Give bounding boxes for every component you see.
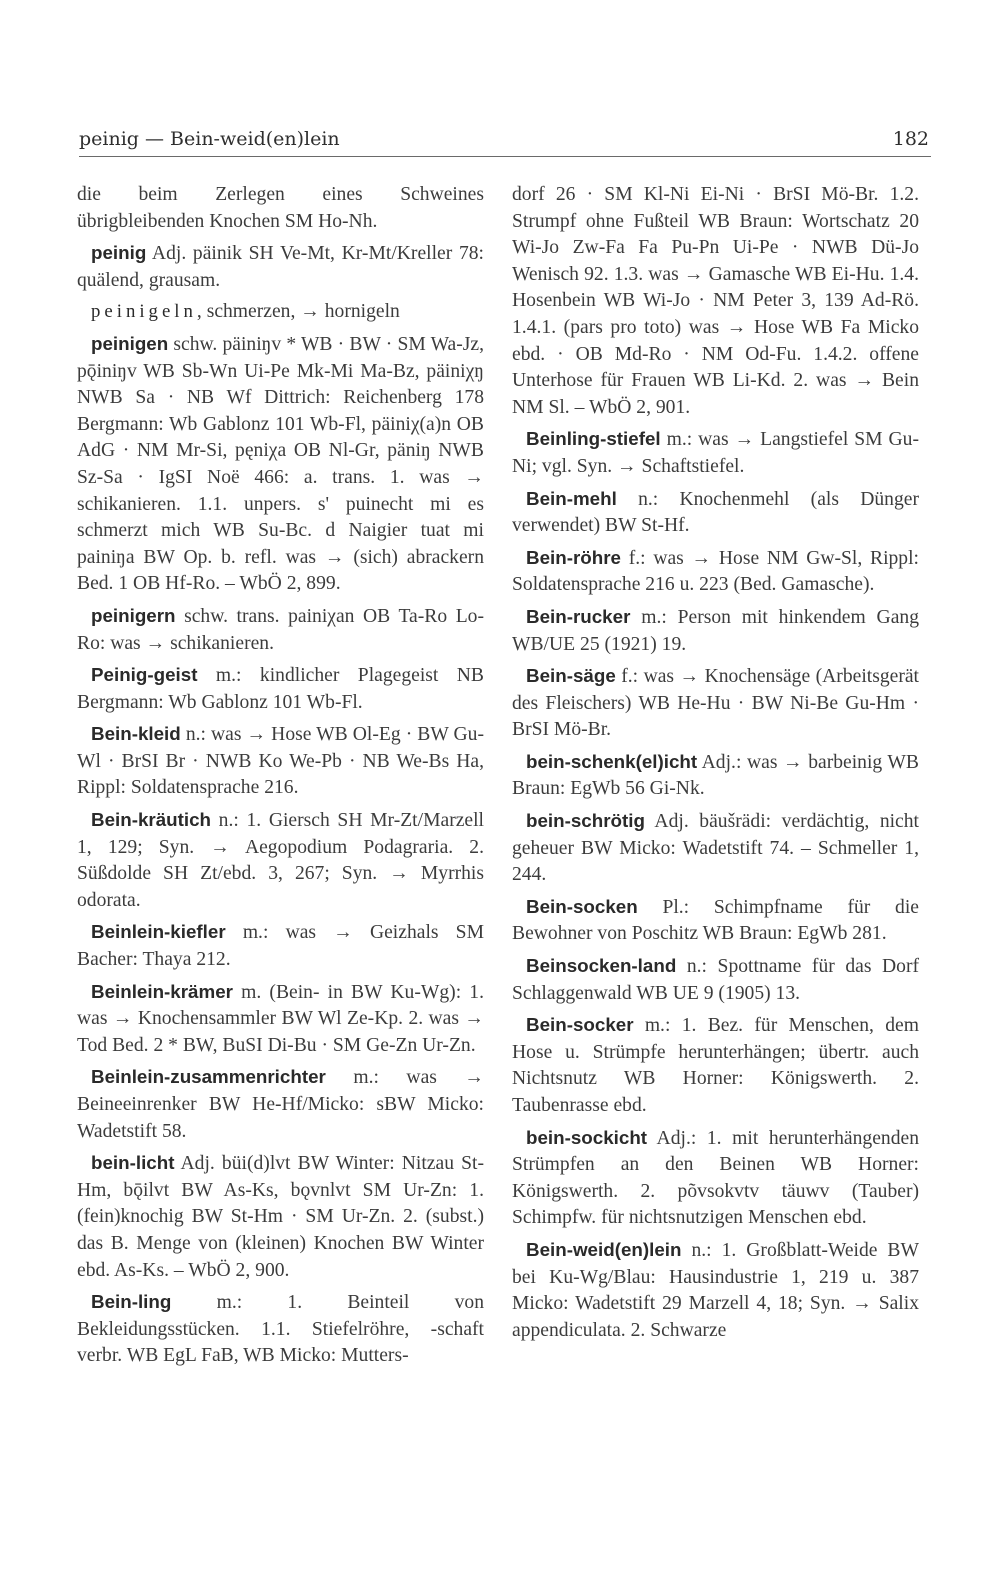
entry-headword: Peinig-geist [91, 664, 198, 686]
dictionary-entry: bein-licht Adj. büi(d)lvt BW Winter: Nitzau St-Hm, bǭilvt BW As-Ks, bǫvnlvt SM Ur-Zn: 1. (fein)knochig BW St-Hm · SM Ur-Zn. 2. (subst.) das B. Menge von (kleinen) Knochen BW Winter ebd. As-Ks. – WbÖ 2, 900. [77, 1152, 484, 1281]
entry-headword: bein-licht [91, 1152, 175, 1174]
entry-headword: Beinlein-kiefler [91, 921, 226, 943]
running-title: peinig — Bein-weid(en)lein [79, 128, 340, 150]
dictionary-entry: Bein-ling m.: 1. Beinteil von Bekleidungsstücken. 1.1. Stiefelröhre, -schaft verbr. WB EgL FaB, WB Micko: Mutters- [77, 1291, 484, 1367]
dictionary-entry: bein-schrötig Adj. bäušrädi: verdächtig, nicht geheuer BW Micko: Wadetstift 74. – Schmeller 1, 244. [512, 810, 919, 886]
dictionary-entry: peinigen schw. päiniŋv * WB · BW · SM Wa-Jz, pǭiniŋv WB Sb-Wn Ui-Pe Mk-Mi Ma-Bz, päiniχŋ NWB Sa · NB Wf Dittrich: Reichenberg 178 Bergmann: Wb Gablonz 101 Wb-Fl, päiniχ(a)n OB AdG · NM Mr-Si, pęniχa OB Nl-Gr, päniŋ NWB Sz-Sa · IgSI Noë 466: a. trans. 1. was → schikanieren. 1.1. unpers. s' puinecht mi es schmerzt mich WB Su-Bc. d Naigier tuat mi painiŋa BW Op. b. refl. was → (sich) abrackern Bed. 1 OB Hf-Ro. – WbÖ 2, 899. [77, 332, 484, 595]
entry-headword: peinig [91, 242, 147, 264]
dictionary-entry: Bein-kleid n.: was → Hose WB Ol-Eg · BW Gu-Wl · BrSI Br · NWB Ko We-Pb · NB We-Bs Ha, Rippl: Soldatensprache 216. [77, 723, 484, 799]
running-header [79, 126, 931, 157]
entry-headword: peinigeln [91, 301, 197, 323]
dictionary-entry: dorf 26 · SM Kl-Ni Ei-Ni · BrSI Mö-Br. 1.2. Strumpf ohne Fußteil WB Braun: Wortschatz 20 Wi-Jo Zw-Fa Fa Pu-Pn Ui-Pe · NWB Dü-Jo Wenisch 92. 1.3. was → Gamasche WB Ei-Hu. 1.4. Hosenbein WB Wi-Jo · NM Peter 3, 139 Ad-Rö. 1.4.1. (pars pro toto) was → Hose WB Fa Micko ebd. · OB Md-Ro · NM Od-Fu. 1.4.2. offene Unterhose für Frauen WB Li-Kd. 2. was → Bein NM Sl. – WbÖ 2, 901. [512, 184, 919, 418]
dictionary-entry: Beinlein-krämer m. (Bein- in BW Ku-Wg): 1. was → Knochensammler BW Wl Ze-Kp. 2. was → Tod Bed. 2 * BW, BuSI Di-Bu · SM Ge-Zn Ur-Zn. [77, 980, 484, 1056]
entry-headword: Beinlein-krämer [91, 980, 233, 1002]
dictionary-entry: die beim Zerlegen eines Schweines übrigbleibenden Knochen SM Ho-Nh. [77, 184, 484, 232]
entry-headword: Bein-kleid [91, 723, 181, 745]
dictionary-entry: peinig Adj. päinik SH Ve-Mt, Kr-Mt/Kreller 78: quälend, grausam. [77, 242, 484, 291]
dictionary-entry: Bein-säge f.: was → Knochensäge (Arbeitsgerät des Fleischers) WB He-Hu · BW Ni-Be Gu-Hm · BrSI Mö-Br. [512, 665, 919, 741]
dictionary-entry: Bein-rucker m.: Person mit hinkendem Gang WB/UE 25 (1921) 19. [512, 605, 919, 655]
dictionary-entry: peinigern schw. trans. painiχan OB Ta-Ro Lo-Ro: was → schikanieren. [77, 604, 484, 654]
dictionary-entry: Peinig-geist m.: kindlicher Plagegeist NB Bergmann: Wb Gablonz 101 Wb-Fl. [77, 664, 484, 713]
entry-headword: Bein-socken [526, 895, 638, 917]
dictionary-entry: Beinling-stiefel m.: was → Langstiefel SM Gu-Ni; vgl. Syn. → Schaftstiefel. [512, 428, 919, 477]
dictionary-entry: Bein-mehl n.: Knochenmehl (als Dünger verwendet) BW St-Hf. [512, 487, 919, 537]
dictionary-entry: Beinsocken-land n.: Spottname für das Dorf Schlaggenwald WB UE 9 (1905) 13. [512, 955, 919, 1004]
entry-headword: Beinling-stiefel [526, 428, 661, 450]
entry-headword: Bein-rucker [526, 605, 631, 627]
entry-headword: bein-schrötig [526, 810, 645, 832]
entry-headword: Bein-kräutich [91, 809, 212, 831]
dictionary-entry: Beinlein-zusammenrichter m.: was → Beineeinrenker BW He-Hf/Micko: sBW Micko: Wadetstift 58. [77, 1066, 484, 1142]
entry-headword: Bein-mehl [526, 487, 617, 509]
entry-headword: Beinsocken-land [526, 955, 677, 977]
entry-headword: Bein-weid(en)lein [526, 1238, 682, 1260]
right-column [512, 182, 919, 1349]
dictionary-entry: Bein-socker m.: 1. Bez. für Menschen, dem Hose u. Strümpfe herunterhängen; übertr. auch Nichtsnutz WB Horner: Königswerth. 2. Taubenrasse ebd. [512, 1014, 919, 1116]
dictionary-entry: Beinlein-kiefler m.: was → Geizhals SM Bacher: Thaya 212. [77, 921, 484, 971]
dictionary-entry: bein-schenk(el)icht Adj.: was → barbeinig WB Braun: EgWb 56 Gi-Nk. [512, 750, 919, 800]
dictionary-entry: Bein-weid(en)lein n.: 1. Großblatt-Weide BW bei Ku-Wg/Blau: Hausindustrie 1, 219 u. 387 Micko: Wadetstift 29 Marzell 4, 18; Syn. → Salix appendiculata. 2. Schwarze [512, 1238, 919, 1341]
entry-headword: Bein-säge [526, 665, 616, 687]
dictionary-entry: Bein-socken Pl.: Schimpfname für die Bewohner von Poschitz WB Braun: EgWb 281. [512, 895, 919, 945]
entry-headword: bein-sockicht [526, 1126, 648, 1148]
page-number: 182 [892, 128, 929, 150]
dictionary-entry: bein-sockicht Adj.: 1. mit herunterhängenden Strümpfen an den Beinen WB Horner: Königswerth. 2. põvsokvtv täuwv (Tauber) Schimpfw. für nichtsnutzigen Menschen ebd. [512, 1126, 919, 1229]
left-column [77, 182, 484, 1375]
entry-headword: peinigen [91, 332, 169, 354]
entry-headword: Beinlein-zusammenrichter [91, 1066, 326, 1088]
entry-headword: Bein-röhre [526, 546, 621, 568]
entry-headword: peinigern [91, 604, 176, 626]
entry-headword: Bein-socker [526, 1014, 634, 1036]
dictionary-entry: Bein-röhre f.: was → Hose NM Gw-Sl, Rippl: Soldatensprache 216 u. 223 (Bed. Gamasche). [512, 546, 919, 596]
dictionary-entry: peinigeln, schmerzen, → hornigeln [91, 301, 400, 323]
entry-headword: bein-schenk(el)icht [526, 750, 698, 772]
dictionary-entry: Bein-kräutich n.: 1. Giersch SH Mr-Zt/Marzell 1, 129; Syn. → Aegopodium Podagraria. 2. Süßdolde SH Zt/ebd. 3, 267; Syn. → Myrrhis odorata. [77, 809, 484, 911]
entry-headword: Bein-ling [91, 1291, 172, 1313]
